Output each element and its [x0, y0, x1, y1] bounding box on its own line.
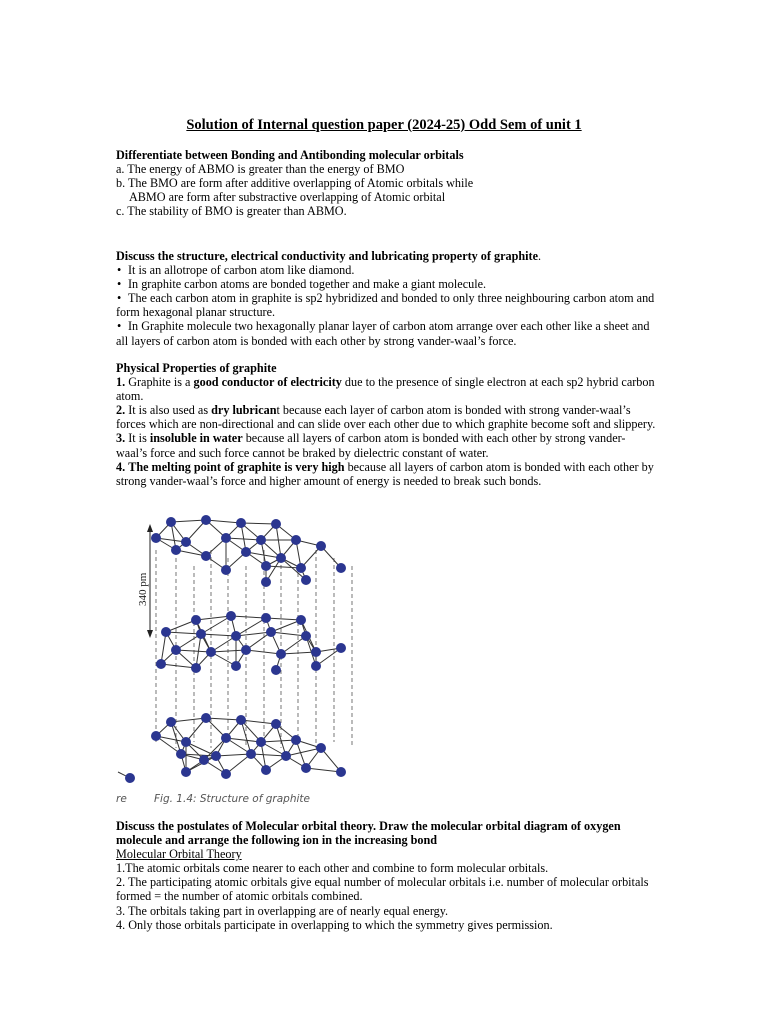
carbon-atom	[171, 645, 181, 655]
question-1-line: b. The BMO are form after additive overlapping of Atomic orbitals while	[116, 176, 474, 191]
bullet-text: It is an allotrope of carbon atom like diamond.	[128, 263, 355, 278]
figure-caption	[116, 793, 310, 805]
mot-subheading: Molecular Orbital Theory	[116, 847, 242, 862]
carbon-atom	[241, 645, 251, 655]
carbon-atom	[336, 643, 346, 653]
carbon-atom	[276, 553, 286, 563]
carbon-bond	[241, 523, 276, 524]
carbon-bond	[171, 520, 206, 522]
carbon-bond	[266, 566, 301, 568]
physical-properties-section	[116, 361, 656, 488]
bullet-dot: •	[117, 277, 122, 292]
carbon-atom	[226, 611, 236, 621]
property-text: It is also used as	[125, 403, 212, 418]
carbon-atom	[256, 535, 266, 545]
carbon-atom	[156, 659, 166, 669]
question-1-heading: Differentiate between Bonding and Antibonding molecular orbitals	[116, 148, 464, 162]
property-number: 1.	[116, 375, 126, 390]
dimension-marker	[137, 524, 153, 638]
carbon-bond	[306, 768, 341, 772]
property-number: 2.	[116, 403, 126, 418]
property-bold-text: insoluble in water	[149, 431, 243, 446]
carbon-atom	[301, 575, 311, 585]
question-1-line: ABMO are form after substractive overlapping of Atomic orbital	[129, 190, 446, 205]
property-text: It is	[125, 431, 150, 446]
interlayer-dashed-lines	[156, 550, 352, 748]
question-3-heading: Discuss the postulates of Molecular orbital theory. Draw the molecular orbital diagram of oxygen molecule and arrange the following ion in the increasing bond	[116, 819, 621, 848]
carbon-atom	[336, 767, 346, 777]
carbon-bond	[206, 520, 241, 523]
carbon-atom	[221, 565, 231, 575]
carbon-atom	[236, 518, 246, 528]
carbon-atom	[261, 765, 271, 775]
bullet-item	[116, 291, 656, 319]
property-text: because all layers of carbon atom is bonded with each other by strong vander-waal’s force and such force cannot be braked by dielectric constant of water.	[116, 431, 626, 460]
carbon-atom	[261, 613, 271, 623]
property-text: Graphite is a	[125, 375, 194, 390]
question-2-heading: Discuss the structure, electrical conductivity and lubricating property of graphite	[116, 249, 539, 263]
property-number: 3.	[116, 431, 126, 446]
bullet-text: In Graphite molecule two hexagonally planar layer of carbon atom arrange over each other like a sheet and all layers of carbon atom is bonded with each other by strong vander-waal’s force.	[116, 319, 650, 348]
carbon-atom	[211, 751, 221, 761]
question-1-line: a. The energy of ABMO is greater than the energy of BMO	[116, 162, 405, 177]
carbon-bond	[231, 616, 266, 618]
property-number: 4.	[116, 459, 126, 474]
carbon-bond	[166, 632, 201, 634]
carbon-atom	[271, 519, 281, 529]
mot-postulate: 1.The atomic orbitals come nearer to each other and combine to form molecular orbitals.	[116, 861, 549, 876]
property-item	[116, 403, 656, 431]
carbon-atom	[196, 629, 206, 639]
carbon-atom	[221, 769, 231, 779]
graphite-bullet-list	[116, 263, 656, 348]
carbon-atom	[261, 561, 271, 571]
carbon-atom	[206, 647, 216, 657]
carbon-bond	[216, 754, 251, 756]
question-1-line: c. The stability of BMO is greater than ABMO.	[116, 204, 347, 219]
property-item	[116, 431, 656, 459]
dimension-label: 340 pm	[137, 572, 149, 606]
carbon-bond	[176, 650, 211, 652]
property-text: because all layers of carbon atom is bonded with each other by strong vander-waal’s force and higher amount of energy is needed to break such bonds.	[116, 459, 654, 488]
carbon-atom	[221, 533, 231, 543]
carbon-atom	[231, 661, 241, 671]
bullet-item	[116, 319, 656, 347]
carbon-bond	[281, 652, 316, 654]
physical-properties-heading: Physical Properties of graphite	[116, 361, 277, 375]
mot-postulate: 2. The participating atomic orbitals give equal number of molecular orbitals i.e. number of molecular orbitals formed = the number of atomic orbitals combined.	[116, 875, 649, 904]
bullet-dot: •	[117, 291, 122, 306]
carbon-atom	[181, 767, 191, 777]
figure-caption-text: Fig. 1.4: Structure of graphite	[154, 793, 310, 805]
mot-postulate: 3. The orbitals taking part in overlapping are of nearly equal energy.	[116, 903, 449, 918]
carbon-atom	[176, 749, 186, 759]
property-item	[116, 460, 656, 488]
carbon-atom	[199, 755, 209, 765]
bullet-dot: •	[117, 319, 122, 334]
graphite-structure-figure	[116, 510, 366, 810]
carbon-atom	[281, 751, 291, 761]
carbon-atom	[276, 649, 286, 659]
carbon-atom	[161, 627, 171, 637]
carbon-atom	[271, 719, 281, 729]
carbon-atom	[291, 735, 301, 745]
carbon-atom	[241, 547, 251, 557]
carbon-atom	[246, 749, 256, 759]
carbon-atom	[191, 663, 201, 673]
question-2-section	[116, 249, 656, 348]
property-item	[116, 375, 656, 403]
carbon-atom	[311, 647, 321, 657]
carbon-bond	[266, 618, 301, 620]
bullet-dot: •	[117, 263, 122, 278]
carbon-atom	[256, 737, 266, 747]
carbon-atom	[166, 717, 176, 727]
bullet-item	[116, 263, 656, 277]
property-bold-text: good conductor of electricity	[193, 375, 342, 390]
carbon-bond	[251, 754, 286, 756]
bullet-text: The each carbon atom in graphite is sp2 hybridized and bonded to only three neighbouring carbon atom and form hexagonal planar structure.	[116, 291, 655, 320]
question-3-section	[116, 819, 656, 932]
carbon-atom	[201, 551, 211, 561]
carbon-atom	[291, 535, 301, 545]
page-title: Solution of Internal question paper (2024-25) Odd Sem of unit 1	[186, 117, 582, 133]
question-1-section	[116, 148, 656, 218]
carbon-atom	[266, 627, 276, 637]
carbon-atom	[316, 541, 326, 551]
carbon-atom	[221, 733, 231, 743]
carbon-atom	[166, 517, 176, 527]
carbon-atom	[311, 661, 321, 671]
carbon-atom	[296, 615, 306, 625]
carbon-atom	[151, 731, 161, 741]
figure-caption-fragment: re	[116, 793, 127, 805]
carbon-atom	[296, 563, 306, 573]
carbon-atom	[301, 763, 311, 773]
carbon-atom	[171, 545, 181, 555]
property-bold-text: dry lubrican	[211, 403, 277, 418]
carbon-bond	[276, 524, 281, 558]
carbon-atom	[301, 631, 311, 641]
bullet-text: In graphite carbon atoms are bonded together and make a giant molecule.	[128, 277, 487, 292]
carbon-atom	[271, 665, 281, 675]
property-bold-text: The melting point of graphite is very high	[128, 459, 345, 474]
bullet-item	[116, 277, 656, 291]
carbon-atom	[201, 713, 211, 723]
carbon-atom	[336, 563, 346, 573]
carbon-atom	[236, 715, 246, 725]
carbon-atom	[261, 577, 271, 587]
carbon-bond	[201, 634, 236, 636]
property-text: t because each layer of carbon atom is bonded with strong vander-waal’s forces which are non-directional and can slide over each other due to which graphite become soft and slippery.	[116, 403, 656, 432]
carbon-atom	[125, 773, 135, 783]
carbon-atom	[181, 537, 191, 547]
carbon-bond	[271, 632, 306, 636]
carbon-bond	[246, 650, 281, 654]
question-2-heading-line	[116, 249, 656, 263]
carbon-atom	[316, 743, 326, 753]
carbon-bond	[161, 664, 196, 668]
carbon-atom	[181, 737, 191, 747]
carbon-atom	[151, 533, 161, 543]
property-text: due to the presence of single electron at each sp2 hybrid carbon atom.	[116, 375, 655, 404]
mot-postulate: 4. Only those orbitals participate in overlapping to which the symmetry gives permission.	[116, 917, 553, 932]
carbon-bond	[261, 740, 296, 742]
carbon-atom	[201, 515, 211, 525]
question-2-heading-tail: .	[538, 249, 542, 263]
carbon-atom	[231, 631, 241, 641]
carbon-atom	[191, 615, 201, 625]
carbon-bond	[211, 650, 246, 652]
